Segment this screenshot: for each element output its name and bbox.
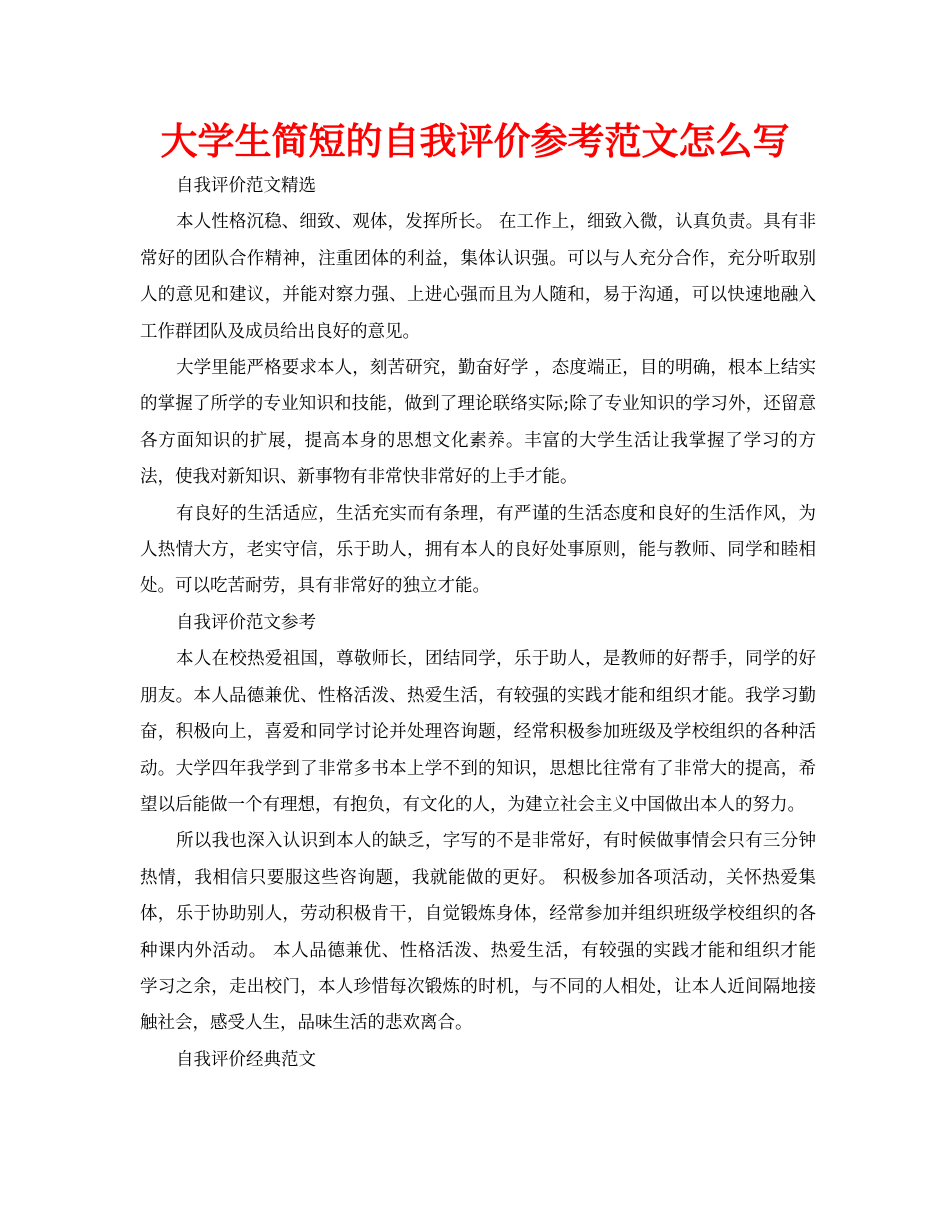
paragraph: 本人性格沉稳、细致、观体，发挥所长。 在工作上，细致入微，认真负责。具有非常好的团队合作精神，注重团体的利益，集体认识强。可以与人充分合作，充分听取别人的意见和建议，并能对察力强、上进心强而且为人随和，易于沟通，可以快速地融入工作群团队及成员给出良好的意见。 bbox=[140, 212, 816, 342]
paragraph: 所以我也深入认识到本人的缺乏，字写的不是非常好，有时候做事情会只有三分钟热情，我相信只要服这些咨询题，我就能做的更好。 积极参加各项活动，关怀热爱集体，乐于协助别人，劳动积极肯干，自觉锻炼身体，经常参加并组织班级学校组织的各种课内外活动。 本人品德兼优、性格活泼、热爱生活，有较强的实践才能和组织才能 学习之余，走出校门，本人珍惜每次锻炼的时机，与不同的人相处，让本人近间隔地接触社会，感受人生，品味生活的悲欢离合。 bbox=[140, 831, 816, 1034]
paragraph: 大学里能严格要求本人，刻苦研究，勤奋好学 ，态度端正，目的明确，根本上结实的掌握了所学的专业知识和技能，做到了理论联络实际;除了专业知识的学习外，还留意各方面知识的扩展，提高本身的思想文化素养。丰富的大学生活让我掌握了学习的方法，使我对新知识、新事物有非常快非常好的上手才能。 bbox=[140, 358, 816, 488]
section-heading-reference: 自我评价范文参考 bbox=[176, 612, 316, 633]
paragraph: 本人在校热爱祖国，尊敬师长，团结同学，乐于助人，是教师的好帮手，同学的好朋友。本人品德兼优、性格活泼、热爱生活，有较强的实践才能和组织才能。我学习勤奋，积极向上，喜爱和同学讨论并处理咨询题，经常积极参加班级及学校组织的各种活动。大学四年我学到了非常多书本上学不到的知识，思想比往常有了非常大的提高，希望以后能做一个有理想，有抱负，有文化的人，为建立社会主义中国做出本人的努力。 bbox=[140, 649, 816, 815]
document-body bbox=[140, 168, 816, 1078]
document-title: 大学生简短的自我评价参考范文怎么写 bbox=[160, 120, 790, 163]
section-heading-classic: 自我评价经典范文 bbox=[176, 1049, 316, 1070]
section-heading-selected: 自我评价范文精选 bbox=[176, 176, 316, 196]
paragraph: 有良好的生活适应，生活充实而有条理，有严谨的生活态度和良好的生活作风，为人热情大方，老实守信，乐于助人，拥有本人的良好处事原则，能与教师、同学和睦相处。可以吃苦耐劳，具有非常好的独立才能。 bbox=[140, 503, 816, 597]
